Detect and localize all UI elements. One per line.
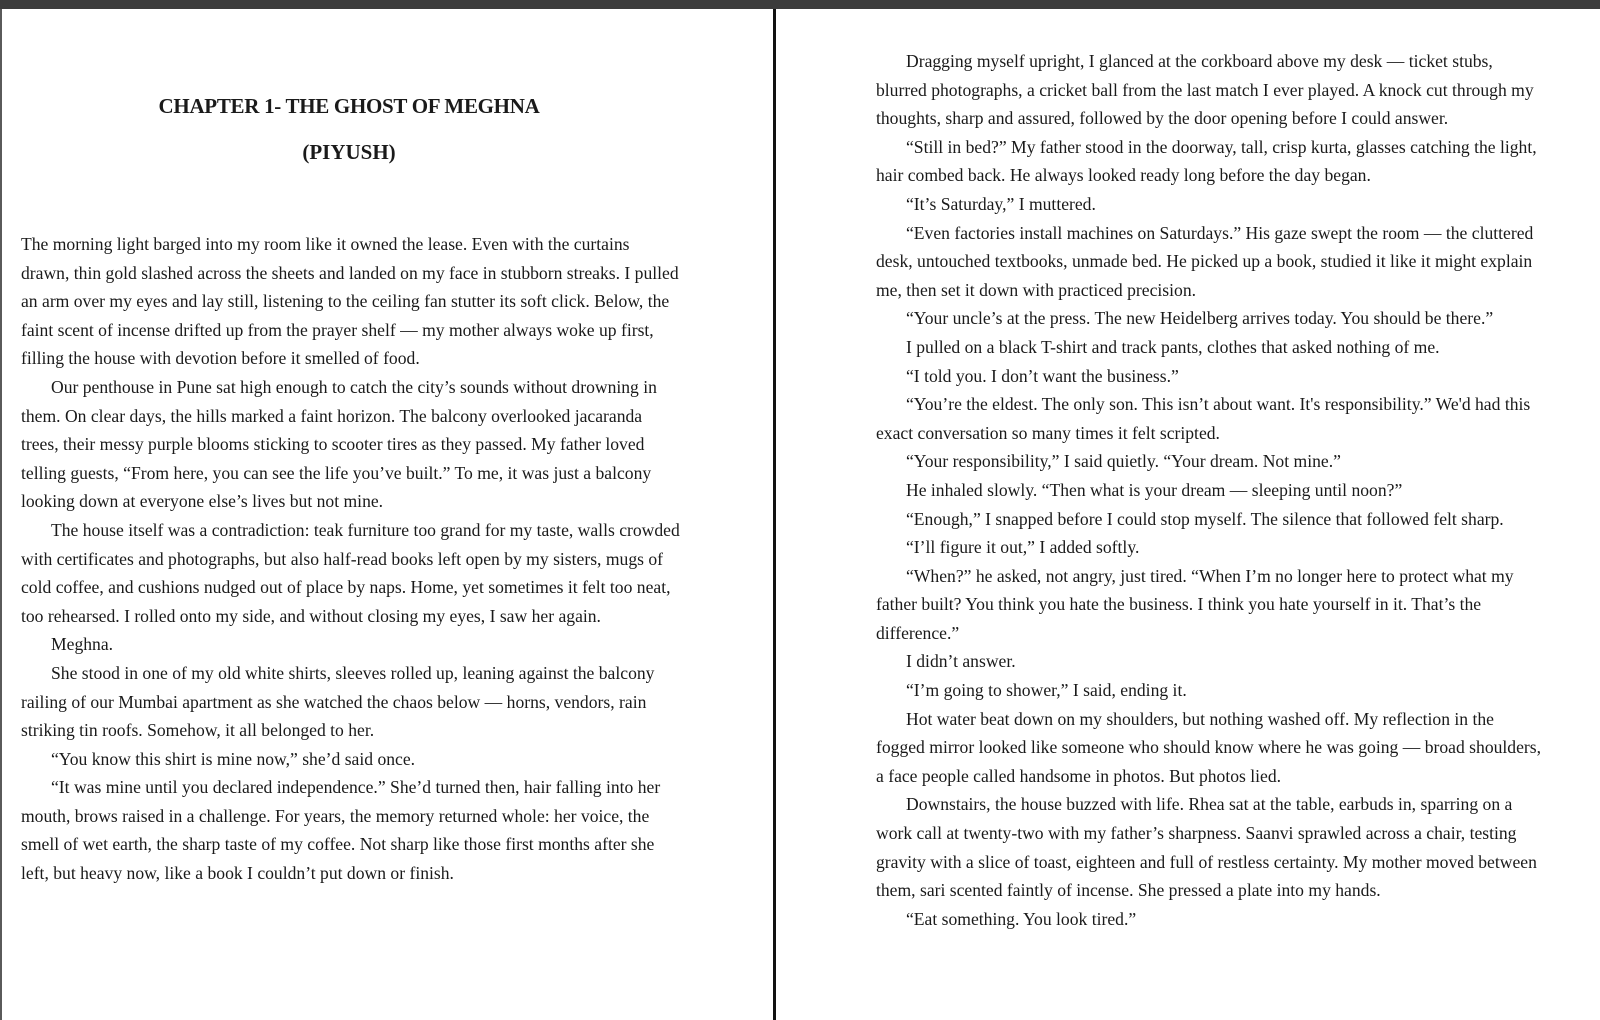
paragraph: “Still in bed?” My father stood in the doorway, tall, crisp kurta, glasses catching the light, hair combed back. He always looked ready long before the day began. (876, 136, 1537, 186)
paragraph: The house itself was a contradiction: teak furniture too grand for my taste, walls crowded with certificates and photographs, but also half-read books left open by my sisters, mugs of cold coffee, and cushions nudged out of place by naps. Home, yet sometimes it felt too neat, too rehearsed. I rolled onto my side, and without closing my eyes, I saw her again. (21, 519, 680, 626)
chapter-title: CHAPTER 1- THE GHOST OF MEGHNA (158, 94, 540, 118)
paragraph: The morning light barged into my room like it owned the lease. Even with the curtains drawn, thin gold slashed across the sheets and landed on my face in stubborn streaks. I pulled an arm over my eyes and lay still, listening to the ceiling fan stutter its soft click. Below, the faint scent of incense drifted up from the prayer shelf — my mother always woke up first, filling the house with devotion before it smelled of food. (21, 234, 679, 369)
right-page-body (876, 47, 1541, 933)
paragraph: “I’ll figure it out,” I added softly. (906, 537, 1140, 558)
chapter-narrator: (PIYUSH) (302, 140, 396, 164)
viewer-top-bar (0, 0, 1600, 9)
page-left (2, 9, 773, 1020)
paragraph: “It was mine until you declared independence.” She’d turned then, hair falling into her mouth, brows raised in a challenge. For years, the memory returned whole: her voice, the smell of wet earth, the sharp taste of my coffee. Not sharp like those first months after she left, but heavy now, like a book I couldn’t put down or finish. (21, 777, 661, 884)
left-page-body (21, 230, 681, 888)
paragraph: “You know this shirt is mine now,” she’d said once. (51, 748, 416, 769)
paragraph: Hot water beat down on my shoulders, but nothing washed off. My reflection in the fogged mirror looked like someone who should know where he was going — broad shoulders, a face people called handsome in photos. But photos lied. (876, 708, 1542, 786)
paragraph: He inhaled slowly. “Then what is your dream — sleeping until noon?” (906, 479, 1403, 500)
paragraph: “I’m going to shower,” I said, ending it. (906, 680, 1187, 701)
paragraph: “You’re the eldest. The only son. This isn’t about want. It's responsibility.” We'd had this exact conversation so many times it felt scripted. (876, 394, 1531, 443)
paragraph: Our penthouse in Pune sat high enough to catch the city’s sounds without drowning in them. On clear days, the hills marked a faint horizon. The balcony overlooked jacaranda trees, their messy purple blooms sticking to scooter tires as they passed. My father loved telling guests, “From here, you can see the life you’ve built.” To me, it was just a balcony looking down at everyone else’s lives but not mine. (21, 376, 657, 512)
paragraph: “Enough,” I snapped before I could stop myself. The silence that followed felt sharp. (906, 508, 1504, 529)
paragraph: “Your uncle’s at the press. The new Heidelberg arrives today. You should be there.” (906, 308, 1494, 329)
paragraph: “It’s Saturday,” I muttered. (906, 193, 1096, 214)
paragraph: Downstairs, the house buzzed with life. Rhea sat at the table, earbuds in, sparring on a work call at twenty-two with my father’s sharpness. Saanvi sprawled across a chair, testing gravity with a slice of toast, eighteen and full of restless certainty. My mother moved between them, sari scented faintly of incense. She pressed a plate into my hands. (876, 794, 1537, 901)
paragraph: “Eat something. You look tired.” (906, 908, 1137, 929)
paragraph: She stood in one of my old white shirts, sleeves rolled up, leaning against the balcony railing of our Mumbai apartment as she watched the chaos below — horns, vendors, rain striking tin roofs. Somehow, it all belonged to her. (21, 662, 655, 741)
paragraph: “I told you. I don’t want the business.” (906, 365, 1179, 386)
paragraph: Dragging myself upright, I glanced at the corkboard above my desk — ticket stubs, blurred photographs, a cricket ball from the last match I ever played. A knock cut through my thoughts, sharp and assured, followed by the door opening before I could answer. (876, 51, 1534, 129)
page-right (776, 9, 1600, 1020)
paragraph: I pulled on a black T-shirt and track pants, clothes that asked nothing of me. (906, 336, 1440, 357)
paragraph: I didn’t answer. (906, 651, 1016, 672)
paragraph: “Your responsibility,” I said quietly. “Your dream. Not mine.” (906, 451, 1341, 472)
paragraph: Meghna. (51, 634, 114, 655)
paragraph: “Even factories install machines on Saturdays.” His gaze swept the room — the cluttered desk, untouched textbooks, unmade bed. He picked up a book, studied it like it might explain me, then set it down with practiced precision. (876, 222, 1534, 300)
paragraph: “When?” he asked, not angry, just tired. “When I’m no longer here to protect what my father built? You think you hate the business. I think you hate yourself in it. That’s the difference.” (876, 565, 1514, 643)
